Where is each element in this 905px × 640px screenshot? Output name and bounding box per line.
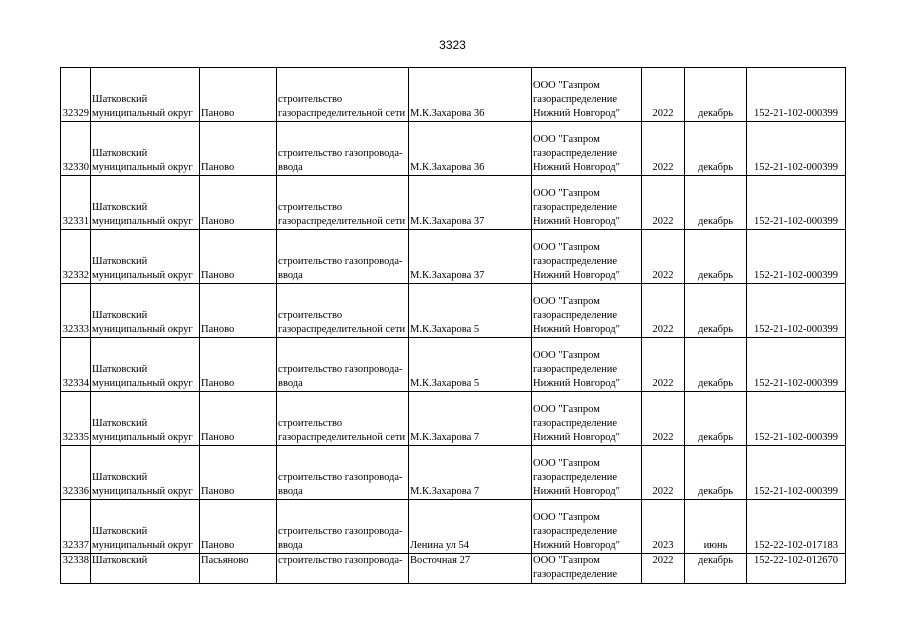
district-cell-line: Шатковский <box>92 555 148 566</box>
work-type-cell <box>277 284 409 338</box>
organization-cell <box>532 446 642 500</box>
work-type-cell-line: строительство газопровода- <box>278 526 403 537</box>
district-cell-line: Шатковский <box>92 202 148 213</box>
district-cell-line: Шатковский <box>92 94 148 105</box>
code-cell: 152-21-102-000399 <box>747 122 846 176</box>
row-number-cell: 32338 <box>61 554 91 584</box>
organization-cell-line: газораспределение <box>533 310 618 321</box>
work-type-cell-line: строительство <box>278 202 343 213</box>
work-type-cell <box>277 122 409 176</box>
registry-table <box>60 67 846 584</box>
district-cell <box>91 68 200 122</box>
district-cell-line: муниципальный округ <box>92 324 193 335</box>
organization-cell-line: Нижний Новгород" <box>533 324 620 335</box>
work-type-cell-line: газораспределительной сети <box>278 324 406 335</box>
organization-cell-line: Нижний Новгород" <box>533 432 620 443</box>
year-cell: 2022 <box>642 446 685 500</box>
work-type-cell <box>277 176 409 230</box>
row-number-cell: 32329 <box>61 68 91 122</box>
table-body <box>61 68 846 584</box>
organization-cell-line: Нижний Новгород" <box>533 378 620 389</box>
organization-cell-line: газораспределение <box>533 202 618 213</box>
district-cell-line: муниципальный округ <box>92 270 193 281</box>
work-type-cell <box>277 446 409 500</box>
organization-cell-line: ООО "Газпром <box>533 555 600 566</box>
district-cell-line: муниципальный округ <box>92 108 193 119</box>
district-cell-line: муниципальный округ <box>92 540 193 551</box>
month-cell: декабрь <box>685 338 747 392</box>
code-cell: 152-21-102-000399 <box>747 176 846 230</box>
organization-cell-line: газораспределение <box>533 148 618 159</box>
settlement-cell: Паново <box>200 176 277 230</box>
organization-cell <box>532 176 642 230</box>
organization-cell-line: ООО "Газпром <box>533 512 600 523</box>
year-cell: 2022 <box>642 338 685 392</box>
work-type-cell-line: строительство газопровода- <box>278 148 403 159</box>
work-type-cell <box>277 230 409 284</box>
work-type-cell-line: строительство газопровода- <box>278 256 403 267</box>
page-number: 3323 <box>439 38 466 52</box>
settlement-cell: Паново <box>200 284 277 338</box>
settlement-cell: Пасьяново <box>200 554 277 584</box>
table-row <box>61 446 846 500</box>
organization-cell <box>532 230 642 284</box>
district-cell <box>91 446 200 500</box>
work-type-cell-line: строительство газопровода- <box>278 472 403 483</box>
district-cell <box>91 392 200 446</box>
district-cell <box>91 500 200 554</box>
table-row <box>61 284 846 338</box>
row-number-cell: 32330 <box>61 122 91 176</box>
district-cell-line: муниципальный округ <box>92 432 193 443</box>
district-cell-line: Шатковский <box>92 418 148 429</box>
district-cell <box>91 554 200 584</box>
organization-cell-line: Нижний Новгород" <box>533 216 620 227</box>
year-cell: 2022 <box>642 68 685 122</box>
organization-cell-line: ООО "Газпром <box>533 188 600 199</box>
month-cell: декабрь <box>685 446 747 500</box>
work-type-cell <box>277 68 409 122</box>
organization-cell-line: Нижний Новгород" <box>533 270 620 281</box>
code-cell: 152-21-102-000399 <box>747 68 846 122</box>
work-type-cell-line: ввода <box>278 540 303 551</box>
address-cell: Восточная 27 <box>409 554 532 584</box>
organization-cell-line: ООО "Газпром <box>533 404 600 415</box>
code-cell: 152-21-102-000399 <box>747 230 846 284</box>
address-cell: М.К.Захарова 37 <box>409 230 532 284</box>
organization-cell-line: газораспределение <box>533 256 618 267</box>
address-cell: Ленина ул 54 <box>409 500 532 554</box>
organization-cell-line: ООО "Газпром <box>533 80 600 91</box>
work-type-cell-line: газораспределительной сети <box>278 216 406 227</box>
organization-cell <box>532 338 642 392</box>
table-row <box>61 392 846 446</box>
row-number-cell: 32334 <box>61 338 91 392</box>
settlement-cell: Паново <box>200 230 277 284</box>
organization-cell-line: Нижний Новгород" <box>533 540 620 551</box>
organization-cell-line: газораспределение <box>533 472 618 483</box>
work-type-cell-line: ввода <box>278 378 303 389</box>
organization-cell <box>532 122 642 176</box>
work-type-cell-line: ввода <box>278 270 303 281</box>
organization-cell-line: газораспределение <box>533 94 618 105</box>
organization-cell-line: газораспределение <box>533 526 618 537</box>
settlement-cell: Паново <box>200 392 277 446</box>
organization-cell <box>532 554 642 584</box>
code-cell: 152-22-102-017183 <box>747 500 846 554</box>
organization-cell <box>532 284 642 338</box>
table-row <box>61 176 846 230</box>
code-cell: 152-21-102-000399 <box>747 284 846 338</box>
district-cell-line: Шатковский <box>92 526 148 537</box>
organization-cell-line: ООО "Газпром <box>533 458 600 469</box>
year-cell: 2022 <box>642 554 685 584</box>
work-type-cell-line: строительство <box>278 310 343 321</box>
row-number-cell: 32333 <box>61 284 91 338</box>
organization-cell-line: ООО "Газпром <box>533 296 600 307</box>
month-cell: декабрь <box>685 230 747 284</box>
year-cell: 2022 <box>642 230 685 284</box>
work-type-cell-line: строительство газопровода- <box>278 555 403 566</box>
district-cell <box>91 230 200 284</box>
work-type-cell-line: газораспределительной сети <box>278 108 406 119</box>
month-cell: декабрь <box>685 392 747 446</box>
work-type-cell <box>277 500 409 554</box>
work-type-cell <box>277 338 409 392</box>
organization-cell <box>532 392 642 446</box>
district-cell-line: муниципальный округ <box>92 162 193 173</box>
address-cell: М.К.Захарова 7 <box>409 446 532 500</box>
month-cell: декабрь <box>685 554 747 584</box>
row-number-cell: 32335 <box>61 392 91 446</box>
address-cell: М.К.Захарова 5 <box>409 284 532 338</box>
district-cell-line: Шатковский <box>92 364 148 375</box>
code-cell: 152-21-102-000399 <box>747 392 846 446</box>
organization-cell-line: газораспределение <box>533 569 618 580</box>
work-type-cell-line: газораспределительной сети <box>278 432 406 443</box>
month-cell: декабрь <box>685 176 747 230</box>
district-cell <box>91 122 200 176</box>
work-type-cell-line: ввода <box>278 162 303 173</box>
organization-cell-line: ООО "Газпром <box>533 242 600 253</box>
organization-cell-line: ООО "Газпром <box>533 134 600 145</box>
work-type-cell <box>277 392 409 446</box>
table-row <box>61 554 846 584</box>
year-cell: 2022 <box>642 176 685 230</box>
organization-cell <box>532 500 642 554</box>
row-number-cell: 32331 <box>61 176 91 230</box>
month-cell: декабрь <box>685 122 747 176</box>
settlement-cell: Паново <box>200 500 277 554</box>
month-cell: июнь <box>685 500 747 554</box>
organization-cell-line: Нижний Новгород" <box>533 486 620 497</box>
work-type-cell-line: строительство <box>278 418 343 429</box>
district-cell-line: Шатковский <box>92 472 148 483</box>
address-cell: М.К.Захарова 37 <box>409 176 532 230</box>
table-row <box>61 338 846 392</box>
work-type-cell-line: строительство газопровода- <box>278 364 403 375</box>
organization-cell-line: газораспределение <box>533 364 618 375</box>
settlement-cell: Паново <box>200 68 277 122</box>
district-cell <box>91 338 200 392</box>
table-row <box>61 500 846 554</box>
organization-cell <box>532 68 642 122</box>
year-cell: 2022 <box>642 392 685 446</box>
year-cell: 2022 <box>642 284 685 338</box>
district-cell <box>91 176 200 230</box>
code-cell: 152-22-102-012670 <box>747 554 846 584</box>
district-cell-line: муниципальный округ <box>92 378 193 389</box>
district-cell-line: Шатковский <box>92 310 148 321</box>
organization-cell-line: Нижний Новгород" <box>533 108 620 119</box>
address-cell: М.К.Захарова 5 <box>409 338 532 392</box>
table-row <box>61 230 846 284</box>
row-number-cell: 32337 <box>61 500 91 554</box>
work-type-cell <box>277 554 409 584</box>
year-cell: 2022 <box>642 122 685 176</box>
address-cell: М.К.Захарова 36 <box>409 68 532 122</box>
work-type-cell-line: ввода <box>278 486 303 497</box>
organization-cell-line: Нижний Новгород" <box>533 162 620 173</box>
organization-cell-line: газораспределение <box>533 418 618 429</box>
district-cell-line: муниципальный округ <box>92 486 193 497</box>
district-cell-line: Шатковский <box>92 148 148 159</box>
district-cell-line: Шатковский <box>92 256 148 267</box>
address-cell: М.К.Захарова 7 <box>409 392 532 446</box>
year-cell: 2023 <box>642 500 685 554</box>
work-type-cell-line: строительство <box>278 94 343 105</box>
district-cell-line: муниципальный округ <box>92 216 193 227</box>
month-cell: декабрь <box>685 68 747 122</box>
district-cell <box>91 284 200 338</box>
row-number-cell: 32332 <box>61 230 91 284</box>
month-cell: декабрь <box>685 284 747 338</box>
code-cell: 152-21-102-000399 <box>747 446 846 500</box>
settlement-cell: Паново <box>200 446 277 500</box>
table-row <box>61 122 846 176</box>
address-cell: М.К.Захарова 36 <box>409 122 532 176</box>
table-row <box>61 68 846 122</box>
settlement-cell: Паново <box>200 122 277 176</box>
organization-cell-line: ООО "Газпром <box>533 350 600 361</box>
code-cell: 152-21-102-000399 <box>747 338 846 392</box>
row-number-cell: 32336 <box>61 446 91 500</box>
settlement-cell: Паново <box>200 338 277 392</box>
